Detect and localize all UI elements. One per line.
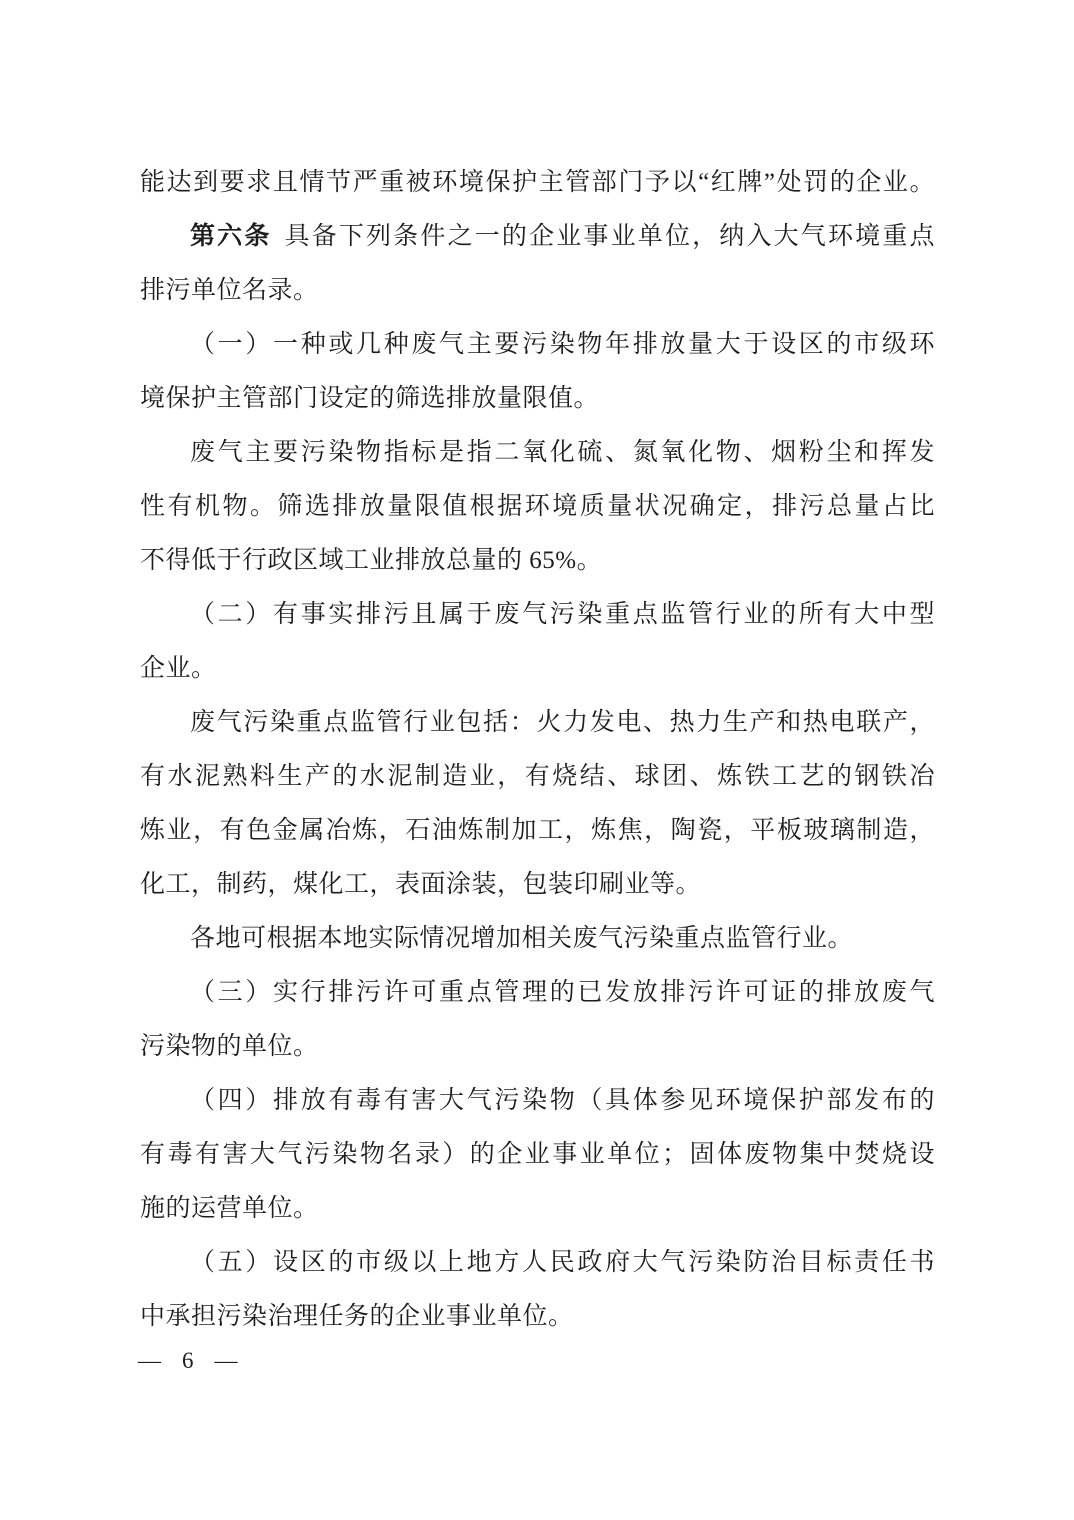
- body-text: [140, 156, 935, 1344]
- text-line: （二）有事实排污且属于废气污染重点监管行业的所有大中型: [190, 601, 935, 628]
- text-line: 有毒有害大气污染物名录）的企业事业单位；固体废物集中焚烧设: [140, 1141, 935, 1168]
- footer-dash-left: —: [138, 1348, 161, 1373]
- text-line: 施的运营单位。: [140, 1195, 319, 1222]
- text-line: 不得低于行政区域工业排放总量的 65%。: [140, 547, 603, 574]
- text-line: 企业。: [140, 655, 217, 682]
- text-line: 境保护主管部门设定的筛选排放量限值。: [140, 385, 600, 412]
- text-line: 能达到要求且情节严重被环境保护主管部门予以“红牌”处罚的企业。: [140, 169, 935, 196]
- page-footer: [138, 1346, 238, 1376]
- text-line: （一）一种或几种废气主要污染物年排放量大于设区的市级环: [190, 331, 935, 358]
- text-line: 炼业，有色金属冶炼，石油炼制加工，炼焦，陶瓷，平板玻璃制造，: [140, 817, 935, 844]
- text-line: 废气污染重点监管行业包括：火力发电、热力生产和热电联产，: [190, 709, 935, 736]
- article-number: 第六条: [190, 223, 272, 250]
- text-line: 中承担污染治理任务的企业事业单位。: [140, 1303, 574, 1330]
- text-line: 各地可根据本地实际情况增加相关废气污染重点监管行业。: [190, 925, 854, 952]
- text-line: 污染物的单位。: [140, 1033, 319, 1060]
- text-line: 有水泥熟料生产的水泥制造业，有烧结、球团、炼铁工艺的钢铁冶: [140, 763, 935, 790]
- text-line: 化工，制药，煤化工，表面涂装，包装印刷业等。: [140, 871, 702, 898]
- footer-dash-right: —: [214, 1348, 238, 1373]
- text-line: （三）实行排污许可重点管理的已发放排污许可证的排放废气: [190, 979, 935, 1006]
- page-number: 6: [182, 1348, 194, 1373]
- text-line: [140, 210, 935, 264]
- text-line: （五）设区的市级以上地方人民政府大气污染防治目标责任书: [190, 1249, 935, 1276]
- text-line-rest: 具备下列条件之一的企业事业单位，纳入大气环境重点: [284, 223, 935, 250]
- text-line: （四）排放有毒有害大气污染物（具体参见环境保护部发布的: [190, 1087, 935, 1114]
- text-line: 排污单位名录。: [140, 277, 319, 304]
- text-line: 废气主要污染物指标是指二氧化硫、氮氧化物、烟粉尘和挥发: [190, 439, 935, 466]
- text-line: 性有机物。筛选排放量限值根据环境质量状况确定，排污总量占比: [140, 493, 935, 520]
